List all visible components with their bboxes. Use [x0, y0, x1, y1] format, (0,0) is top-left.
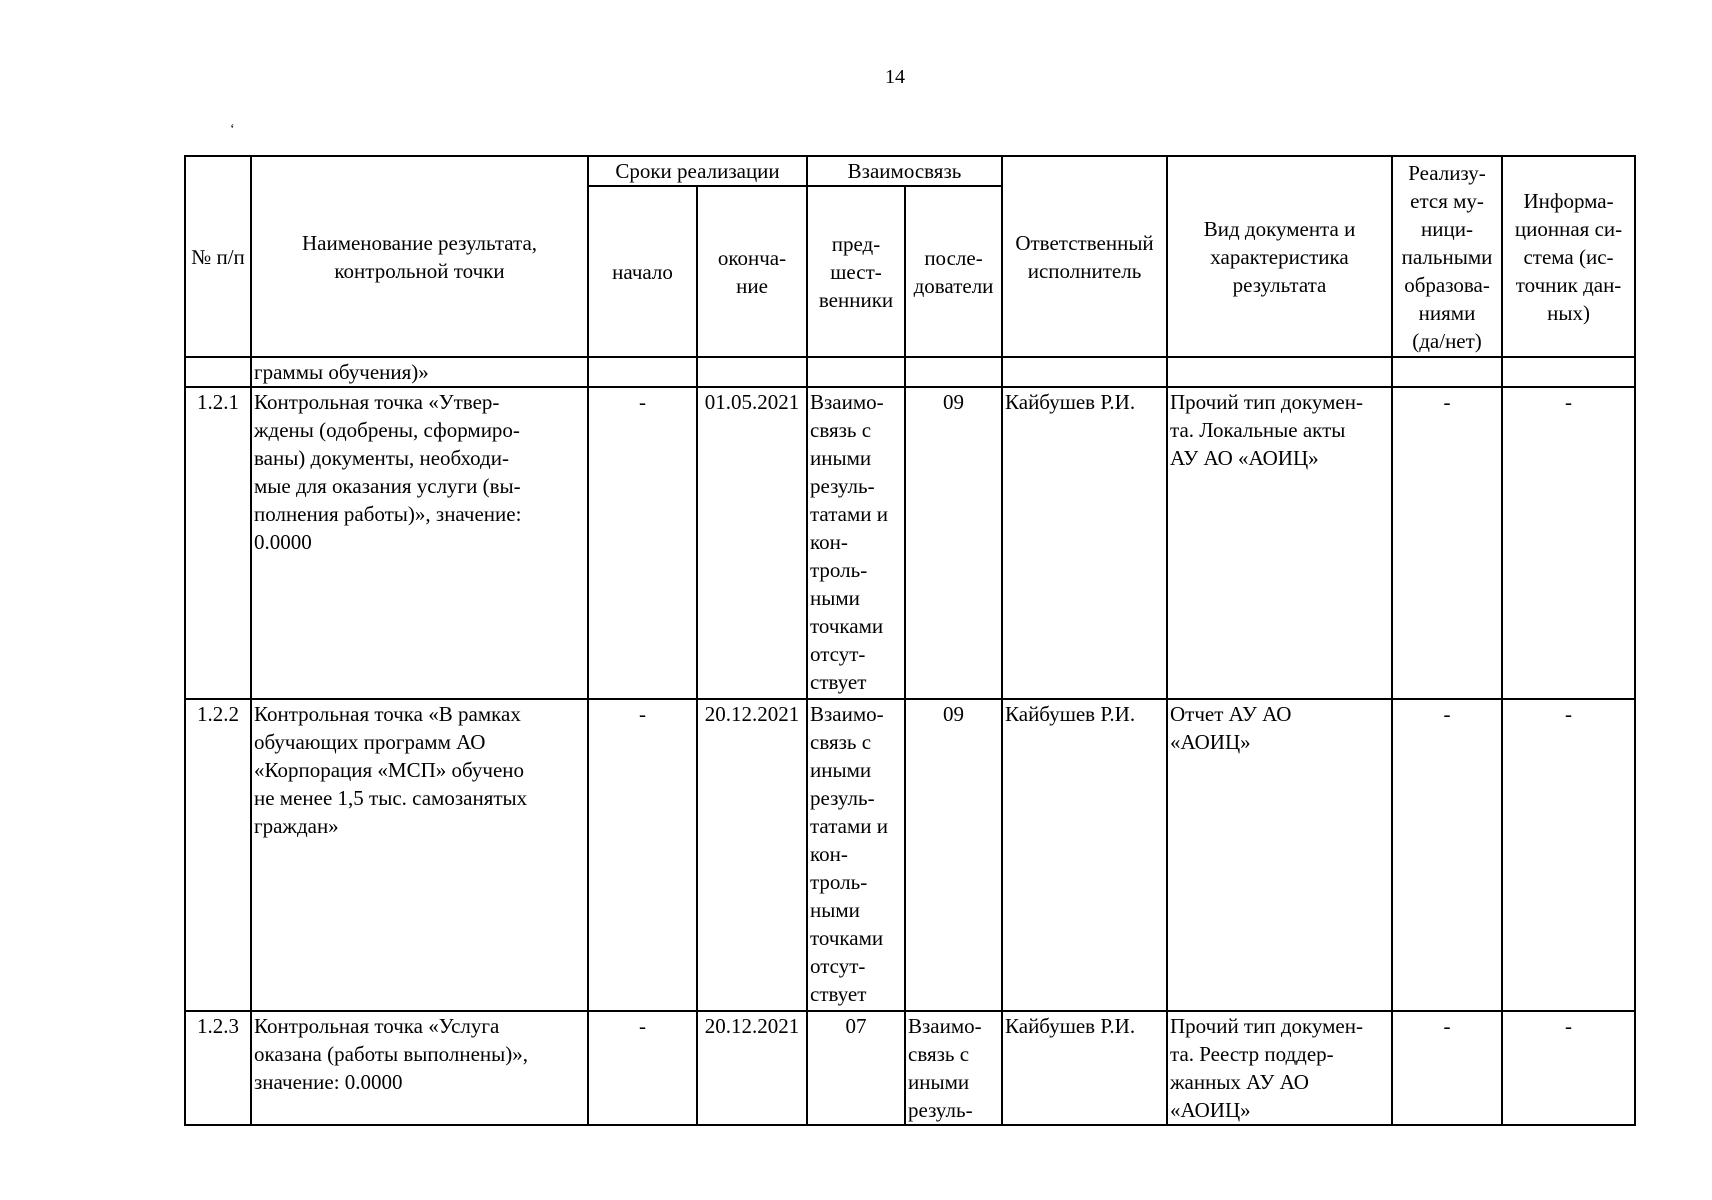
- row-start: -: [588, 699, 697, 1011]
- header-end: оконча- ние: [697, 186, 807, 357]
- row-start: -: [588, 387, 697, 699]
- row-name: Контрольная точка «Утвер- ждены (одобрены, сформиро- ваны) документы, необходи- мые для оказания услуги (вы- полнения работы)», значение: 0.0000: [251, 387, 588, 699]
- row-info-system: -: [1502, 1011, 1635, 1125]
- header-info-system: Информа- ционная си- стема (ис- точник дан- ных): [1502, 156, 1635, 357]
- row-doc-type: Прочий тип докумен- та. Локальные акты АУ АО «АОИЦ»: [1167, 387, 1392, 699]
- row-predecessors: Взаимо- связь с иными резуль- татами и кон- троль- ными точками отсут- ствует: [807, 699, 905, 1011]
- header-row-1: [185, 156, 1635, 186]
- cell-empty: [1392, 357, 1502, 387]
- cell-empty: [1002, 357, 1167, 387]
- cell-empty: [185, 357, 251, 387]
- header-num: № п/п: [185, 156, 251, 357]
- continuation-row: [185, 357, 1635, 387]
- cell-empty: [1502, 357, 1635, 387]
- header-start: начало: [588, 186, 697, 357]
- row-municipal: -: [1392, 1011, 1502, 1125]
- header-name: Наименование результата, контрольной точки: [251, 156, 588, 357]
- table-row: [185, 387, 1635, 699]
- header-responsible: Ответственный исполнитель: [1002, 156, 1167, 357]
- row-predecessors: 07: [807, 1011, 905, 1125]
- row-doc-type: Отчет АУ АО «АОИЦ»: [1167, 699, 1392, 1011]
- row-end: 20.12.2021: [697, 699, 807, 1011]
- cell-empty: [807, 357, 905, 387]
- header-successors: после- дователи: [905, 186, 1002, 357]
- row-num: 1.2.1: [185, 387, 251, 699]
- row-start: -: [588, 1011, 697, 1125]
- row-responsible: Кайбушев Р.И.: [1002, 1011, 1167, 1125]
- stray-mark: ʻ: [230, 122, 235, 137]
- cell-empty: [905, 357, 1002, 387]
- header-predecessors: пред- шест- венники: [807, 186, 905, 357]
- row-successors: 09: [905, 699, 1002, 1011]
- row-name: Контрольная точка «В рамках обучающих программ АО «Корпорация «МСП» обучено не менее 1,5 тыс. самозанятых граждан»: [251, 699, 588, 1011]
- cell-empty: [588, 357, 697, 387]
- row-municipal: -: [1392, 387, 1502, 699]
- continuation-text: граммы обучения)»: [251, 357, 588, 387]
- row-info-system: -: [1502, 699, 1635, 1011]
- cell-empty: [1167, 357, 1392, 387]
- row-name: Контрольная точка «Услуга оказана (работы выполнены)», значение: 0.0000: [251, 1011, 588, 1125]
- row-successors: Взаимо- связь с иными резуль-: [905, 1011, 1002, 1125]
- header-municipal: Реализу- ется му- ници- пальными образова- ниями (да/нет): [1392, 156, 1502, 357]
- header-doc-type: Вид документа и характеристика результата: [1167, 156, 1392, 357]
- row-end: 01.05.2021: [697, 387, 807, 699]
- table-row: [185, 699, 1635, 1011]
- table-row: [185, 1011, 1635, 1125]
- row-successors: 09: [905, 387, 1002, 699]
- page-number: 14: [885, 66, 905, 88]
- row-num: 1.2.3: [185, 1011, 251, 1125]
- row-end: 20.12.2021: [697, 1011, 807, 1125]
- row-doc-type: Прочий тип докумен- та. Реестр поддер- жанных АУ АО «АОИЦ»: [1167, 1011, 1392, 1125]
- row-num: 1.2.2: [185, 699, 251, 1011]
- row-info-system: -: [1502, 387, 1635, 699]
- row-municipal: -: [1392, 699, 1502, 1011]
- row-predecessors: Взаимо- связь с иными резуль- татами и кон- троль- ными точками отсут- ствует: [807, 387, 905, 699]
- row-responsible: Кайбушев Р.И.: [1002, 387, 1167, 699]
- header-relation-group: Взаимосвязь: [807, 156, 1002, 186]
- cell-empty: [697, 357, 807, 387]
- results-table: [184, 155, 1636, 1126]
- header-terms-group: Сроки реализации: [588, 156, 807, 186]
- row-responsible: Кайбушев Р.И.: [1002, 699, 1167, 1011]
